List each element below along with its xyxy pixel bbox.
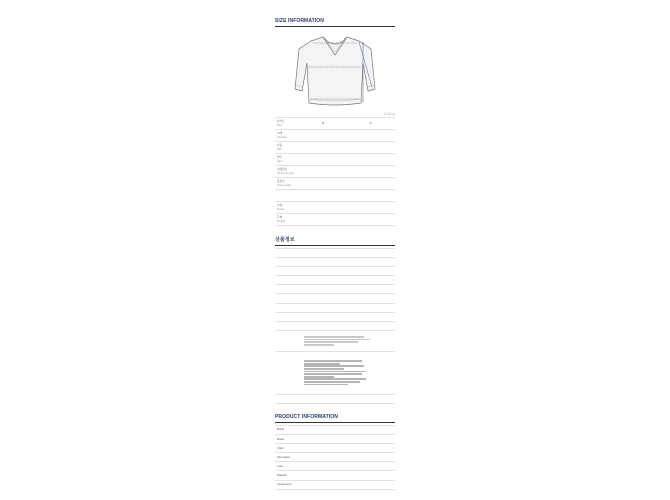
table-row [275,462,395,471]
info-value [303,471,395,480]
size-cell [299,190,347,202]
text-line-placeholder [304,381,360,383]
info-value [303,444,395,453]
table-row [275,202,395,214]
info-key: Components [275,480,303,489]
size-cell [299,202,347,214]
text-line-placeholder [304,365,364,367]
table-row [275,351,395,394]
row-label-en: Hem [277,159,283,163]
info-key [275,321,303,330]
info-value [303,303,395,312]
table-row [275,130,395,142]
table-row [275,267,395,276]
table-row [275,285,395,294]
info-value [303,453,395,462]
info-value [303,394,395,403]
row-label: 총길이 [277,180,285,184]
row-label-en: Sleeve Length [277,171,294,175]
size-cell: L [347,118,395,130]
row-label-en: Model [277,207,285,211]
row-label: 어깨 [277,132,283,136]
table-row [275,394,395,403]
product-information-title: PRODUCT INFORMATION [275,414,395,423]
row-label: 사이즈 [277,120,285,124]
text-line-placeholder [304,363,340,365]
info-value [303,267,395,276]
table-row [275,435,395,444]
table-row [275,312,395,321]
product-detail-page [275,18,395,490]
info-key [275,394,303,403]
info-value [303,321,395,330]
text-line-placeholder [304,384,348,386]
table-row [275,118,395,130]
row-label: 소매길이 [277,168,288,172]
product-info-en-table [275,425,395,490]
info-value [303,258,395,267]
size-table [275,117,395,226]
info-key [275,294,303,303]
size-cell [299,166,347,178]
info-value [303,435,395,444]
text-line-placeholder [304,341,358,343]
info-key [275,276,303,285]
table-row [275,190,395,202]
info-key [275,258,303,267]
table-row [275,166,395,178]
table-row [275,321,395,330]
table-row [275,294,395,303]
size-cell [299,142,347,154]
text-line-placeholder [304,371,366,373]
size-cell [347,190,395,202]
info-key [275,249,303,258]
info-key: Information [275,453,303,462]
size-cell [347,130,395,142]
info-value [303,425,395,434]
text-line-placeholder [304,373,362,375]
table-row [275,444,395,453]
info-key: Material [275,471,303,480]
info-value [303,249,395,258]
table-row [275,154,395,166]
table-row [275,471,395,480]
table-row [275,330,395,351]
info-value [303,294,395,303]
garment-diagram [275,29,395,113]
row-label: 밑단 [277,156,283,160]
table-row [275,303,395,312]
size-cell [299,178,347,190]
size-cell [299,154,347,166]
info-key [275,267,303,276]
row-label: 가슴 [277,144,283,148]
info-value [303,276,395,285]
size-cell [347,202,395,214]
product-info-ko-table [275,248,395,404]
size-cell [347,154,395,166]
info-key [275,285,303,294]
info-key: Model [275,435,303,444]
row-label-en: Size [277,123,283,127]
text-line-placeholder [304,376,334,378]
info-value [303,480,395,489]
row-label-en: Shoulder [277,135,288,139]
table-row [275,425,395,434]
unit-note: (단위:cm) [384,113,395,116]
row-label: 무게 [277,216,283,220]
info-key [275,351,303,394]
weight-cell [299,214,395,226]
info-key [275,330,303,351]
text-line-placeholder [304,368,344,370]
size-cell [299,130,347,142]
text-line-placeholder [304,360,362,362]
info-key: Brand [275,425,303,434]
size-cell: S [299,118,347,130]
table-row [275,178,395,190]
row-label-en: Total Length [277,183,292,187]
info-value [303,351,395,394]
info-value [303,462,395,471]
info-value [303,312,395,321]
table-row [275,214,395,226]
size-cell [347,178,395,190]
size-information-title: SIZE INFORMATION [275,18,395,27]
size-cell [347,166,395,178]
info-value [303,285,395,294]
text-line-placeholder [304,344,334,346]
table-row [275,453,395,462]
row-label-en: Bust [277,147,283,151]
v-neck-sweater-icon [275,29,395,113]
table-row [275,249,395,258]
text-line-placeholder [304,336,364,338]
product-info-ko-title: 상품정보 [275,236,395,246]
info-key [275,312,303,321]
info-key: Origin [275,444,303,453]
info-key [275,303,303,312]
row-label: 모델 [277,204,283,208]
row-label-en: Weight [277,219,286,223]
table-row [275,258,395,267]
info-key: Color [275,462,303,471]
text-line-placeholder [304,378,366,380]
table-row [275,142,395,154]
text-line-placeholder [304,339,370,341]
table-row [275,276,395,285]
size-cell [347,142,395,154]
info-value [303,330,395,351]
table-row [275,480,395,489]
